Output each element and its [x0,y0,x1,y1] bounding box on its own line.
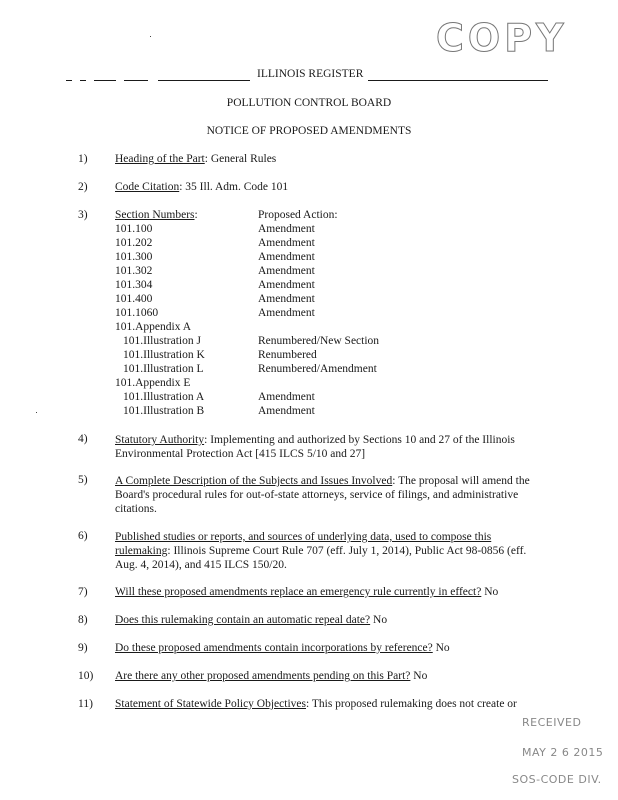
item-label: Statement of Statewide Policy Objectives [115,698,306,710]
section-numbers-header [115,209,198,221]
register-title: ILLINOIS REGISTER [257,68,364,80]
header-rule [368,80,548,81]
header-rule-dash [94,80,116,81]
item-number: 9) [78,642,88,654]
item-incorporations [115,642,450,654]
item-number: 1) [78,153,88,165]
item-policy-objectives [115,698,517,710]
section-cell: 101.Appendix E [115,377,191,389]
item-label: Statutory Authority [115,434,205,446]
header-rule-dash [66,80,72,81]
item-label: Code Citation [115,181,180,193]
item-number: 4) [78,433,88,445]
item-number: 11) [78,698,93,710]
item-number: 8) [78,614,88,626]
item-label: Will these proposed amendments replace an emergency rule currently in effect? [115,586,482,598]
item-text: : General Rules [204,153,277,165]
action-cell: Amendment [258,251,315,263]
item-label: Heading of the Part [115,153,205,165]
section-cell: 101.Illustration B [123,405,205,417]
item-pending-amendments [115,670,427,682]
item-label: A Complete Description of the Subjects and Issues Involved [115,475,393,487]
section-cell: 101.1060 [115,307,159,319]
action-cell: Amendment [258,307,315,319]
item-published-studies [115,530,545,572]
section-cell: 101.Illustration L [123,363,204,375]
action-cell: Amendment [258,237,315,249]
section-cell: 101.202 [115,237,153,249]
item-number: 7) [78,586,88,598]
item-label: Section Numbers [115,209,195,221]
section-cell: 101.Illustration A [123,391,205,403]
section-cell: 101.300 [115,251,153,263]
action-cell: Amendment [258,293,315,305]
item-label: Are there any other proposed amendments pending on this Part? [115,670,411,682]
scan-speck [36,412,37,413]
section-cell: 101.Illustration J [123,335,201,347]
header-rule [158,80,250,81]
item-number: 10) [78,670,94,682]
notice-title: NOTICE OF PROPOSED AMENDMENTS [206,125,412,137]
item-text: No [410,670,428,682]
section-cell: 101.400 [115,293,153,305]
item-text: : This proposed rulemaking does not create or [306,698,517,710]
action-cell: Amendment [258,391,315,403]
item-label: Does this rulemaking contain an automatic repeal date? [115,614,371,626]
item-heading-of-part [115,153,276,165]
received-stamp-division: SOS-CODE DIV. [512,773,602,786]
item-text: No [370,614,388,626]
item-emergency-rule [115,586,498,598]
item-label: Published studies or reports, and sources of underlying data, used to compose this rulemaking [115,531,492,557]
item-repeal-date [115,614,387,626]
action-cell: Renumbered/New Section [258,335,380,347]
copy-stamp: COPY [436,16,568,60]
section-cell: 101.304 [115,279,153,291]
header-rule-dash [124,80,148,81]
item-text: : [194,209,198,221]
section-cell: 101.100 [115,223,153,235]
section-cell: 101.Appendix A [115,321,192,333]
item-number: 3) [78,209,88,221]
item-number: 5) [78,474,88,486]
action-cell: Renumbered [258,349,317,361]
item-code-citation [115,181,288,193]
section-cell: 101.Illustration K [123,349,205,361]
section-cell: 101.302 [115,265,153,277]
item-text: : Illinois Supreme Court Rule 707 (eff. July 1, 2014), Public Act 98-0856 (eff. Aug. 4, 2014), and 415 ILCS 150/20. [115,545,527,571]
header-rule-dash [80,80,86,81]
received-stamp-label: RECEIVED [522,716,582,729]
received-stamp-date: MAY 2 6 2015 [522,746,604,759]
item-label: Do these proposed amendments contain incorporations by reference? [115,642,433,654]
action-cell: Amendment [258,279,315,291]
action-cell: Amendment [258,405,315,417]
proposed-action-header: Proposed Action: [258,209,338,221]
agency-title: POLLUTION CONTROL BOARD [226,97,392,109]
item-text: : Implementing and authorized by Sections 10 and 27 of the Illinois Environmental Protection Act [415 ILCS 5/10 and 27] [115,434,515,460]
item-text: No [432,642,450,654]
item-statutory-authority [115,433,545,461]
item-number: 6) [78,530,88,542]
action-cell: Amendment [258,265,315,277]
scan-speck [150,36,151,37]
item-text: : The proposal will amend the Board's procedural rules for out-of-state attorneys, service of filings, and administrative citations. [115,475,530,515]
item-description [115,474,545,516]
action-cell: Amendment [258,223,315,235]
action-cell: Renumbered/Amendment [258,363,377,375]
item-number: 2) [78,181,88,193]
item-text: : 35 Ill. Adm. Code 101 [179,181,289,193]
item-text: No [481,586,499,598]
